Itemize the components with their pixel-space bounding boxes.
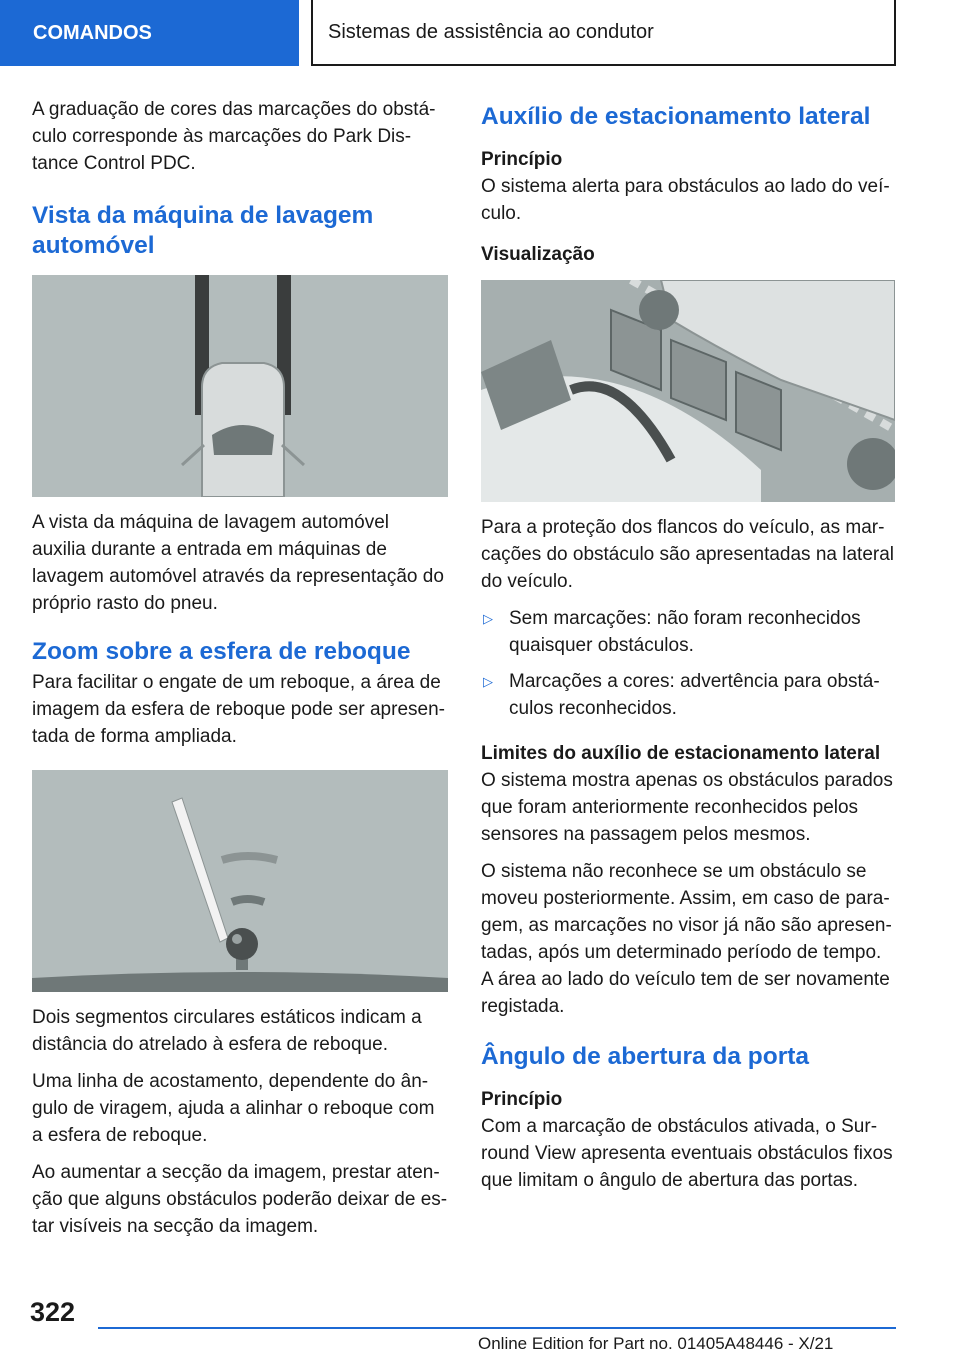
triangle-right-icon: ▷ xyxy=(483,674,493,689)
principle-paragraph: O sistema alerta para obstáculos ao lado do veículo. xyxy=(481,176,890,224)
section-tab xyxy=(0,0,299,66)
chapter-title: Sistemas de assistência ao condutor xyxy=(328,20,654,43)
towbar-illustration xyxy=(32,770,448,992)
side-parking-illustration xyxy=(481,280,895,502)
car-wash-view-figure xyxy=(32,275,448,497)
door-angle-heading: Ângulo de abertura da porta xyxy=(481,1043,810,1070)
footer-divider xyxy=(98,1327,896,1329)
towbar-segments-paragraph: Dois segmentos circulares estáticos indicam a distância do atrelado à esfera de reboque. xyxy=(32,1007,422,1055)
side-parking-heading: Auxílio de estacionamento lateral xyxy=(481,103,871,130)
chapter-header xyxy=(311,0,896,66)
side-parking-figure xyxy=(481,280,895,502)
edition-text: Online Edition for Part no. 01405A48446 - X/21 xyxy=(478,1334,834,1353)
triangle-right-icon: ▷ xyxy=(483,611,493,626)
towbar-zoom-paragraph: Ao aumentar a secção da imagem, prestar atenção que alguns obstáculos poderão deixar de estar visíveis na secção da imagem. xyxy=(32,1162,448,1237)
towbar-heading: Zoom sobre a esfera de reboque xyxy=(32,638,411,665)
car-wash-illustration xyxy=(32,275,448,497)
towbar-paragraph: Para facilitar o engate de um reboque, a área de imagem da esfera de reboque pode ser apresentada de forma ampliada. xyxy=(32,672,445,747)
section-title: COMANDOS xyxy=(33,21,152,44)
display-paragraph: Para a proteção dos flancos do veículo, as marcações do obstáculo são apresentadas na lateral do veículo. xyxy=(481,517,894,592)
limits-subheading: Limites do auxílio de estacionamento lateral xyxy=(481,743,881,764)
list-item: ▷ Marcações a cores: advertência para obstáculos reconhecidos. xyxy=(481,668,897,722)
principle-subheading: Princípio xyxy=(481,149,563,170)
left-column xyxy=(32,96,448,1250)
door-paragraph: Com a marcação de obstáculos ativada, o Surround View apresenta eventuais obstáculos fixos que limitam o ângulo de abertura das portas. xyxy=(481,1116,893,1191)
display-subheading: Visualização xyxy=(481,244,595,265)
list-item: ▷ Sem marcações: não foram reconhecidos quaisquer obstáculos. xyxy=(481,605,897,659)
towbar-zoom-figure xyxy=(32,770,448,992)
marking-list xyxy=(481,605,897,722)
towbar-guide-paragraph: Uma linha de acostamento, dependente do ângulo de viragem, ajuda a alinhar o reboque com a esfera de reboque. xyxy=(32,1071,435,1146)
car-wash-paragraph: A vista da máquina de lavagem automóvel auxilia durante a entrada em máquinas de lavagem automóvel através da representação do próprio rasto do pneu. xyxy=(32,512,444,614)
limits-paragraph-1: O sistema mostra apenas os obstáculos parados que foram anteriormente reconhecidos pelos sensores na passagem pelos mesmos. xyxy=(481,770,893,845)
intro-paragraph: A graduação de cores das marcações do obstáculo corresponde às marcações do Park Distance Control PDC. xyxy=(32,99,436,174)
page-number: 322 xyxy=(30,1297,76,1327)
limits-paragraph-2: O sistema não reconhece se um obstáculo se moveu posteriormente. Assim, em caso de paragem, as marcações no visor já não são apresentadas, após um determinado período de tempo. A área ao lado do veículo tem de ser novamente registada. xyxy=(481,861,892,1017)
door-principle-subheading: Princípio xyxy=(481,1089,563,1110)
car-wash-heading: Vista da máquina de lavagem automóvel xyxy=(32,202,374,259)
right-column xyxy=(481,96,897,1204)
